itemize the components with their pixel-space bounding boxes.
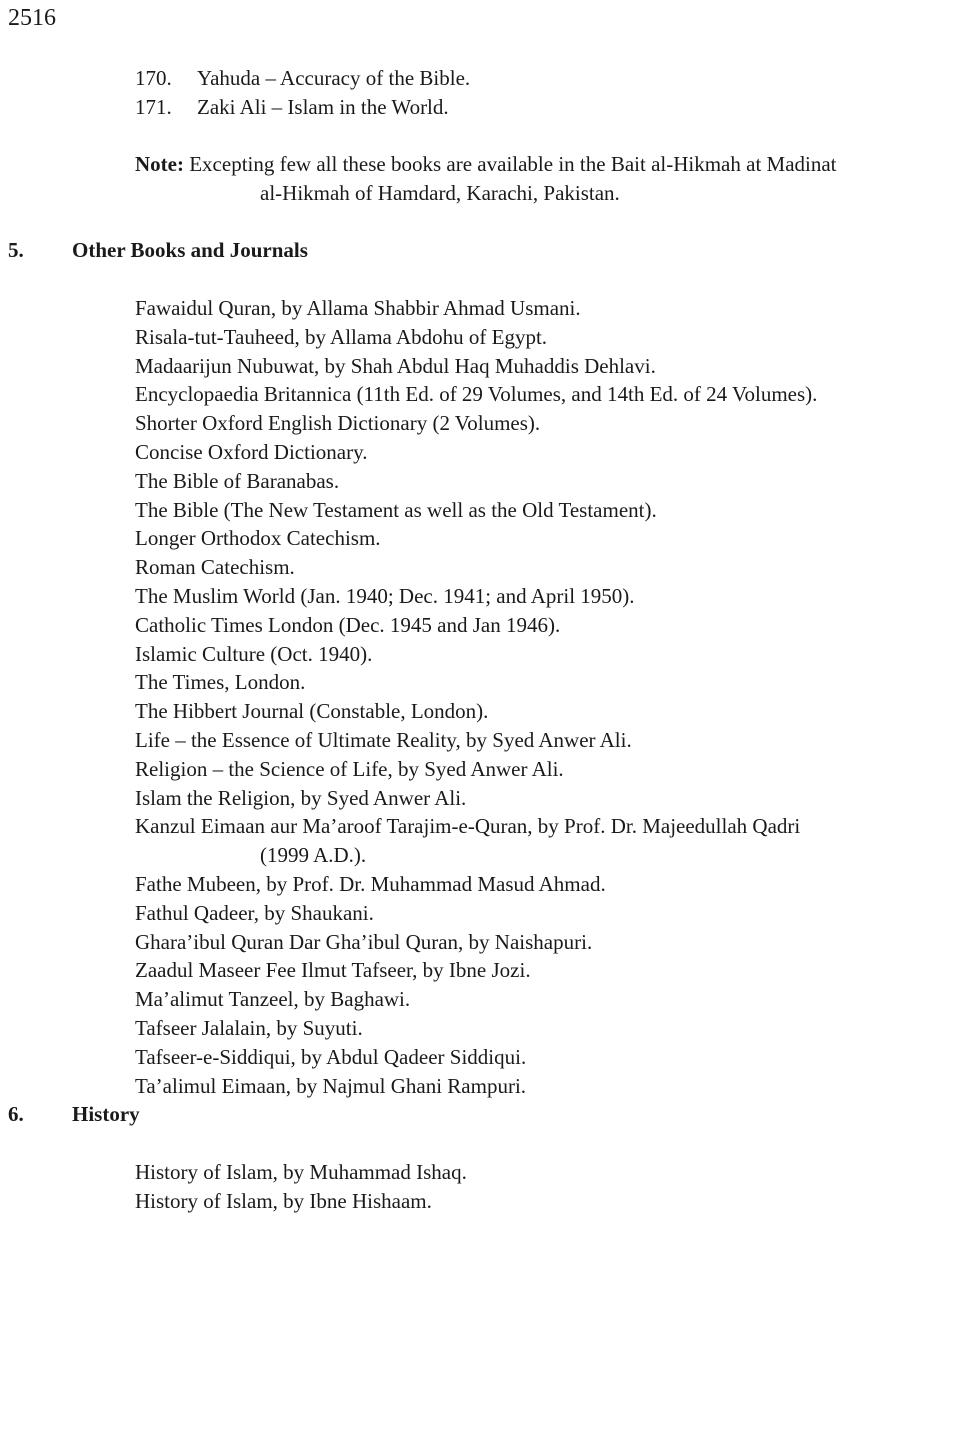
list-item: Ta’alimul Eimaan, by Najmul Ghani Rampuri. — [135, 1073, 527, 1098]
list-item: Fawaidul Quran, by Allama Shabbir Ahmad Usmani. — [135, 296, 581, 320]
list-item — [135, 93, 470, 122]
list-item: Tafseer Jalalain, by Suyuti. — [135, 1015, 363, 1040]
list-item: Ghara’ibul Quran Dar Gha’ibul Quran, by Naishapuri. — [135, 929, 593, 954]
list-item: Longer Orthodox Catechism. — [135, 526, 381, 551]
list-item-kanzul — [135, 812, 953, 870]
list-item: Risala-tut-Tauheed, by Allama Abdohu of Egypt. — [135, 324, 548, 349]
note-label: Note: — [135, 152, 184, 176]
section-heading — [0, 236, 960, 265]
list-item: The Hibbert Journal (Constable, London). — [135, 699, 489, 724]
list-item: Islamic Culture (Oct. 1940). — [135, 641, 373, 666]
list-item: Islam the Religion, by Syed Anwer Ali. — [135, 785, 467, 810]
section-title: History — [72, 1102, 140, 1126]
list-item — [135, 64, 470, 93]
list-item: Madaarijun Nubuwat, by Shah Abdul Haq Muhaddis Dehlavi. — [135, 353, 656, 378]
reference-number: 171. — [135, 95, 172, 119]
list-item-line2: (1999 A.D.). — [260, 843, 367, 868]
list-item: Roman Catechism. — [135, 555, 295, 580]
list-item: The Times, London. — [135, 670, 306, 695]
section-title: Other Books and Journals — [72, 238, 308, 262]
section-heading — [0, 1100, 960, 1129]
list-item-line1: Kanzul Eimaan aur Ma’aroof Tarajim-e-Quran, by Prof. Dr. Majeedullah Qadri — [135, 814, 801, 839]
list-item: Catholic Times London (Dec. 1945 and Jan 1946). — [135, 612, 561, 637]
list-item: Ma’alimut Tanzeel, by Baghawi. — [135, 987, 411, 1012]
page-number: 2516 — [8, 5, 56, 31]
section-number: 6. — [8, 1102, 24, 1126]
list-item: History of Islam, by Muhammad Ishaq. — [135, 1160, 467, 1184]
note-text-line2: al-Hikmah of Hamdard, Karachi, Pakistan. — [260, 181, 620, 205]
list-item: The Muslim World (Jan. 1940; Dec. 1941; and April 1950). — [135, 583, 635, 608]
reference-text: Yahuda – Accuracy of the Bible. — [197, 66, 471, 90]
section-number: 5. — [8, 238, 24, 262]
list-item: The Bible of Baranabas. — [135, 468, 340, 493]
book-list — [135, 294, 953, 1100]
history-list — [135, 1158, 953, 1216]
reference-text: Zaki Ali – Islam in the World. — [197, 95, 449, 119]
reference-number: 170. — [135, 66, 172, 90]
list-item: History of Islam, by Ibne Hishaam. — [135, 1188, 432, 1213]
section-history — [0, 1100, 960, 1216]
reference-list — [135, 64, 470, 122]
list-item: Fathe Mubeen, by Prof. Dr. Muhammad Masud Ahmad. — [135, 871, 606, 896]
list-item: Life – the Essence of Ultimate Reality, by Syed Anwer Ali. — [135, 727, 632, 752]
list-item: Concise Oxford Dictionary. — [135, 439, 368, 464]
list-item: Encyclopaedia Britannica (11th Ed. of 29 Volumes, and 14th Ed. of 24 Volumes). — [135, 382, 818, 407]
list-item: Religion – the Science of Life, by Syed Anwer Ali. — [135, 756, 564, 781]
section-other-books — [0, 236, 960, 1100]
note-paragraph — [135, 150, 953, 208]
list-item: Zaadul Maseer Fee Ilmut Tafseer, by Ibne Jozi. — [135, 958, 531, 983]
list-item: Tafseer-e-Siddiqui, by Abdul Qadeer Siddiqui. — [135, 1044, 527, 1069]
list-item: Shorter Oxford English Dictionary (2 Volumes). — [135, 411, 541, 436]
list-item: Fathul Qadeer, by Shaukani. — [135, 900, 374, 925]
note-text-line1: Excepting few all these books are available in the Bait al-Hikmah at Madinat — [189, 152, 837, 176]
list-item: The Bible (The New Testament as well as the Old Testament). — [135, 497, 657, 522]
